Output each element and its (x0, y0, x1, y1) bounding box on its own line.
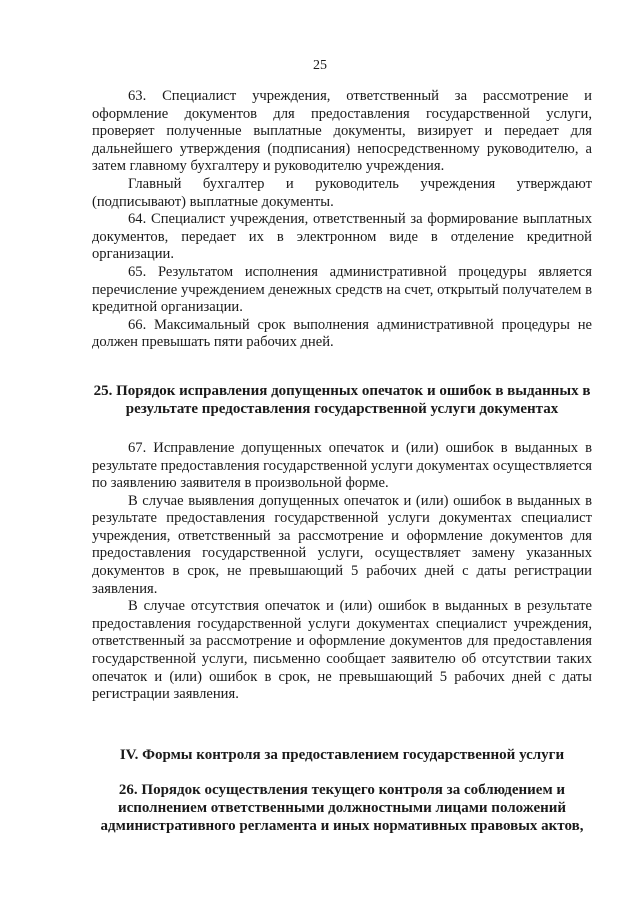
paragraph-65: 65. Результатом исполнения административной процедуры является перечисление учреждением денежных средств на счет, открытый получателем в кредитной организации. (92, 263, 592, 316)
section-heading-iv: IV. Формы контроля за предоставлением государственной услуги (119, 746, 565, 763)
page-number: 25 (313, 58, 327, 73)
section-heading-25: 25. Порядок исправления допущенных опечаток и ошибок в выданных в результате предоставления государственной услуги документах (93, 382, 591, 417)
paragraph-67-case-no-errors: В случае отсутствия опечаток и (или) ошибок в выданных в результате предоставления государственной услуги документах специалист учреждения, ответственный за рассмотрение и оформление документов для предоставления государственной услуги, письменно сообщает заявителю об отсутствии таких опечаток и (или) ошибок в срок, не превышающий 5 рабочих дней с даты регистрации заявления. (92, 598, 592, 703)
section-heading-26: 26. Порядок осуществления текущего контроля за соблюдением и исполнением ответственными должностными лицами положений административного регламента и иных нормативных правовых актов, (100, 781, 584, 834)
paragraph-67: 67. Исправление допущенных опечаток и (или) ошибок в выданных в результате предоставления государственной услуги документах осуществляется по заявлению заявителя в произвольной форме. (92, 439, 592, 492)
paragraph-66: 66. Максимальный срок выполнения административной процедуры не должен превышать пяти рабочих дней. (92, 316, 592, 351)
paragraph-64: 64. Специалист учреждения, ответственный за формирование выплатных документов, передает их в электронном виде в отделение кредитной организации. (92, 211, 592, 263)
paragraph-63: 63. Специалист учреждения, ответственный за рассмотрение и оформление документов для предоставления государственной услуги, проверяет полученные выплатные документы, визирует и передает для дальнейшего утверждения (подписания) непосредственному руководителю, а затем главному бухгалтеру и руководителю учреждения. (92, 88, 592, 175)
paragraph-67-case-errors: В случае выявления допущенных опечаток и (или) ошибок в выданных в результате предоставления государственной услуги документах специалист учреждения, ответственный за рассмотрение и оформление документов для предоставления государственной услуги, осуществляет замену указанных документов в срок, не превышающий 5 рабочих дней с даты регистрации заявления. (92, 492, 592, 597)
document-body (92, 88, 592, 835)
paragraph-63-continued: Главный бухгалтер и руководитель учреждения утверждают (подписывают) выплатные документы. (92, 175, 592, 210)
